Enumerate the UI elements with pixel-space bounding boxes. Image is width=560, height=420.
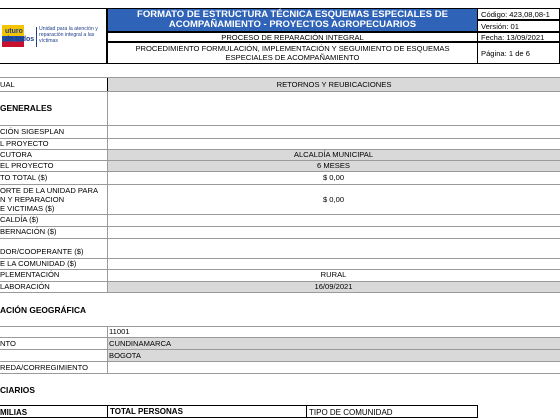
field-label: DOR/COOPERANTE ($) xyxy=(0,247,84,256)
field-value: 11001 xyxy=(109,327,130,336)
field-value: 16/09/2021 xyxy=(107,282,560,292)
field-label: E VICTIMAS ($) xyxy=(0,204,55,213)
row-line xyxy=(0,373,560,374)
field-label: LABORACIÓN xyxy=(0,282,50,291)
row-line xyxy=(0,125,560,126)
field-label: PLEMENTACIÓN xyxy=(0,270,60,279)
row-line xyxy=(0,171,560,172)
process-name: PROCESO DE REPARACIÓN INTEGRAL xyxy=(107,32,478,42)
row-line xyxy=(0,361,560,362)
logo-divider xyxy=(36,27,37,47)
field-label: CALDÍA ($) xyxy=(0,215,39,224)
row-line xyxy=(0,326,560,327)
field-label: BERNACIÓN ($) xyxy=(0,227,57,236)
brand-text xyxy=(5,28,34,44)
field-value: 6 MESES xyxy=(107,161,560,171)
field-label: E LA COMUNIDAD ($) xyxy=(0,259,77,268)
field-value: $ 0,00 xyxy=(322,173,345,182)
field-value: RURAL xyxy=(320,270,347,279)
brand-text-line-1: uturo xyxy=(5,28,23,35)
persons-header: TOTAL PERSONAS xyxy=(107,405,307,418)
section-title-general: GENERALES xyxy=(0,103,53,113)
version-label: Versión: 01 xyxy=(478,20,560,32)
row-line xyxy=(0,238,560,239)
field-label: EL PROYECTO xyxy=(0,161,54,170)
document-title: FORMATO DE ESTRUCTURA TÉCNICA ESQUEMAS ESPECIALES DE ACOMPAÑAMIENTO - PROYECTOS AGROPECUARIOS xyxy=(107,8,478,32)
date-label: Fecha: 13/09/2021 xyxy=(478,32,560,42)
field-label: ORTE DE LA UNIDAD PARA xyxy=(0,186,99,195)
brand-text-line-2: de todos xyxy=(5,36,35,43)
column-divider xyxy=(107,91,108,292)
families-header: MILIAS xyxy=(0,408,28,417)
unit-value: RETORNOS Y REUBICACIONES xyxy=(107,78,560,91)
row-line xyxy=(0,91,560,92)
code-label: Código: 423,08,08-1 xyxy=(478,8,560,20)
row-line xyxy=(0,184,560,185)
field-value: CUNDINAMARCA xyxy=(107,338,560,349)
logo-box xyxy=(0,8,107,64)
unit-text: Unidad para la atención y reparación integral a las víctimas xyxy=(39,26,98,44)
field-label: CIÓN SIGESPLAN xyxy=(0,127,65,136)
column-divider xyxy=(107,326,108,373)
field-label: TO TOTAL ($) xyxy=(0,173,48,182)
section-title-geo: ACIÓN GEOGRÁFICA xyxy=(0,305,87,315)
field-label: NTO xyxy=(0,339,16,348)
field-value: BOGOTA xyxy=(107,350,560,361)
field-label: REDA/CORREGIMIENTO xyxy=(0,363,89,372)
field-value: ALCALDÍA MUNICIPAL xyxy=(107,150,560,160)
procedure-name: PROCEDIMIENTO FORMULACIÓN, IMPLEMENTACIÓN Y SEGUIMIENTO DE ESQUEMAS ESPECIALES DE ACOMPAÑAMIENTO xyxy=(107,42,478,64)
field-label: CUTORA xyxy=(0,150,32,159)
page-label: Página: 1 de 6 xyxy=(478,42,560,64)
section-title-beneficiaries: CIARIOS xyxy=(0,385,35,395)
community-header: TIPO DE COMUNIDAD xyxy=(309,408,393,417)
row-line xyxy=(0,292,560,293)
field-label: N Y REPARACION xyxy=(0,195,65,204)
field-label: L PROYECTO xyxy=(0,139,49,148)
field-value: $ 0,00 xyxy=(322,195,345,204)
unit-label: UAL xyxy=(0,80,15,89)
